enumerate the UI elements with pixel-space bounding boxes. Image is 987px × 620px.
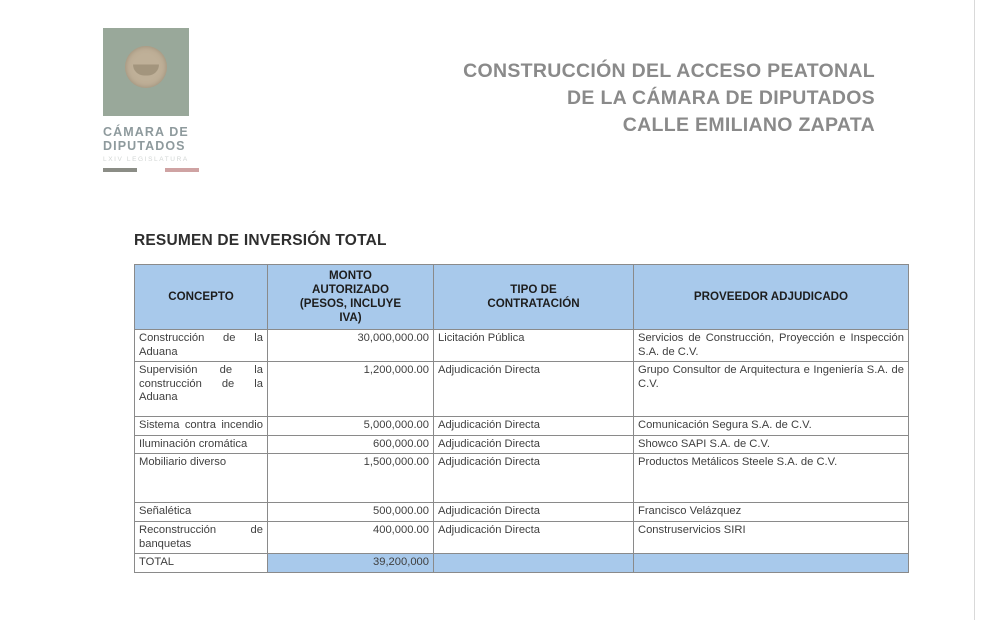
- cell-concepto: Sistema contra incendio: [135, 417, 268, 436]
- title-line-2: DE LA CÁMARA DE DIPUTADOS: [567, 87, 875, 109]
- cell-concepto: Reconstrucción de banquetas: [135, 521, 268, 553]
- tipo-header-line1: TIPO DE: [510, 283, 557, 296]
- cell-concepto: Construcción de la Aduana: [135, 330, 268, 362]
- column-header-tipo-contratacion: [434, 265, 634, 330]
- cell-tipo: Adjudicación Directa: [434, 454, 634, 503]
- cell-total-proveedor: [634, 554, 909, 573]
- cell-proveedor: Construservicios SIRI: [634, 521, 909, 553]
- logo-name-line1: CÁMARA DE: [103, 125, 189, 139]
- title-line-1: CONSTRUCCIÓN DEL ACCESO PEATONAL: [463, 60, 875, 82]
- cell-monto: 500,000.00: [268, 503, 434, 522]
- monto-header-line2: AUTORIZADO: [311, 283, 390, 296]
- cell-tipo: Licitación Pública: [434, 330, 634, 362]
- logo-bar-red-icon: [165, 168, 199, 172]
- page-edge-gutter: [976, 0, 987, 620]
- title-line-3: CALLE EMILIANO ZAPATA: [622, 114, 875, 136]
- cell-tipo: Adjudicación Directa: [434, 503, 634, 522]
- cell-proveedor: Servicios de Construcción, Proyección e Inspección S.A. de C.V.: [634, 330, 909, 362]
- table-row: [135, 362, 909, 417]
- cell-monto: 5,000,000.00: [268, 417, 434, 436]
- logo-emblem-icon: [103, 28, 189, 116]
- tipo-header-line2: CONTRATACIÓN: [487, 297, 580, 310]
- cell-tipo: Adjudicación Directa: [434, 435, 634, 454]
- cell-total-label: TOTAL: [135, 554, 268, 573]
- cell-tipo: Adjudicación Directa: [434, 362, 634, 417]
- logo-flag-bars: [103, 168, 215, 172]
- table-row: [135, 330, 909, 362]
- camara-de-diputados-logo: [103, 28, 215, 172]
- cell-proveedor: Francisco Velázquez: [634, 503, 909, 522]
- cell-monto: 1,500,000.00: [268, 454, 434, 503]
- eagle-seal-icon: [125, 46, 167, 88]
- table-row: [135, 521, 909, 553]
- logo-legislature-label: LXIV LEGISLATURA: [103, 156, 189, 163]
- table-header-row: [135, 265, 909, 330]
- cell-concepto: Iluminación cromática: [135, 435, 268, 454]
- cell-proveedor: Showco SAPI S.A. de C.V.: [634, 435, 909, 454]
- investment-summary-table: [134, 264, 909, 573]
- cell-proveedor: Grupo Consultor de Arquitectura e Ingeniería S.A. de C.V.: [634, 362, 909, 417]
- monto-header-line3: (PESOS, INCLUYE: [299, 297, 402, 310]
- column-header-concepto: CONCEPTO: [135, 265, 268, 330]
- column-header-monto-autorizado: [268, 265, 434, 330]
- cell-proveedor: Comunicación Segura S.A. de C.V.: [634, 417, 909, 436]
- logo-bar-green-icon: [103, 168, 137, 172]
- cell-total-monto: 39,200,000: [268, 554, 434, 573]
- cell-monto: 1,200,000.00: [268, 362, 434, 417]
- cell-concepto: Señalética: [135, 503, 268, 522]
- cell-total-tipo: [434, 554, 634, 573]
- section-heading: RESUMEN DE INVERSIÓN TOTAL: [134, 232, 387, 249]
- monto-header-line1: MONTO: [329, 269, 372, 282]
- cell-monto: 400,000.00: [268, 521, 434, 553]
- column-header-proveedor-adjudicado: PROVEEDOR ADJUDICADO: [634, 265, 909, 330]
- table-row: [135, 454, 909, 503]
- table-row: [135, 417, 909, 436]
- cell-monto: 30,000,000.00: [268, 330, 434, 362]
- document-header: [0, 0, 975, 200]
- table-total-row: [135, 554, 909, 573]
- cell-monto: 600,000.00: [268, 435, 434, 454]
- page-title: [315, 58, 875, 139]
- logo-name-line2: DIPUTADOS: [103, 139, 186, 153]
- cell-concepto: Mobiliario diverso: [135, 454, 268, 503]
- table-row: [135, 503, 909, 522]
- investment-summary-table-wrapper: [134, 264, 908, 573]
- cell-tipo: Adjudicación Directa: [434, 521, 634, 553]
- cell-tipo: Adjudicación Directa: [434, 417, 634, 436]
- table-body: [135, 330, 909, 573]
- cell-proveedor: Productos Metálicos Steele S.A. de C.V.: [634, 454, 909, 503]
- cell-concepto: Supervisión de la construcción de la Aduana: [135, 362, 268, 417]
- monto-header-line4: IVA): [339, 311, 362, 324]
- table-header: [135, 265, 909, 330]
- table-row: [135, 435, 909, 454]
